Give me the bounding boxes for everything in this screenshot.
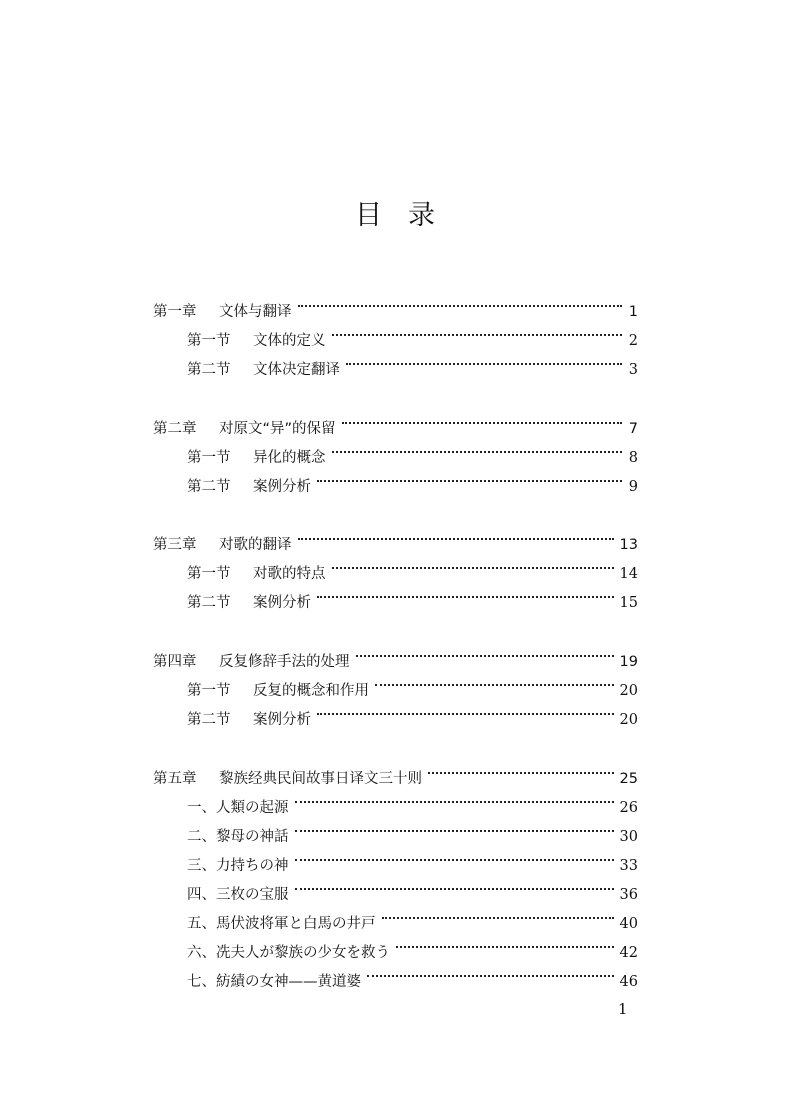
dot-leader	[317, 579, 614, 607]
page-number: 2	[628, 333, 638, 349]
section-title: 反复的概念和作用	[253, 683, 369, 699]
dot-leader	[295, 842, 614, 870]
page-number: 26	[619, 800, 638, 816]
toc-entry-story[interactable]	[187, 958, 638, 990]
page-number: 14	[619, 566, 638, 582]
section-title: 案例分析	[253, 479, 311, 495]
section-title: 案例分析	[253, 595, 311, 611]
dot-leader	[295, 871, 614, 899]
dot-leader	[342, 405, 622, 433]
page-number: 3	[628, 362, 638, 378]
page-number: 30	[619, 829, 638, 845]
section-number: 第二节	[187, 712, 231, 728]
section-number: 第二节	[187, 362, 231, 378]
toc-entry-section[interactable]	[187, 550, 638, 582]
page-number: 19	[619, 654, 638, 670]
story-title: 四、三枚の宝服	[187, 887, 289, 903]
page-number: 1	[628, 304, 638, 320]
dot-leader	[295, 784, 614, 812]
section-number: 第二节	[187, 479, 231, 495]
dot-leader	[356, 638, 614, 666]
story-title: 五、馬伏波将軍と白馬の井戸	[187, 916, 376, 932]
chapter-title: 黎族经典民间故事日译文三十则	[219, 771, 422, 787]
dot-leader	[346, 346, 622, 374]
toc-entry-section[interactable]	[187, 346, 638, 378]
story-title: 六、冼夫人が黎族の少女を救う	[187, 945, 390, 961]
toc-entry-chapter-3[interactable]	[153, 521, 638, 553]
page-number: 15	[619, 595, 638, 611]
dot-leader	[332, 550, 614, 578]
chapter-title: 对歌的翻译	[219, 537, 292, 553]
toc-entry-section[interactable]	[187, 317, 638, 349]
dot-leader	[382, 900, 614, 928]
dot-leader	[298, 521, 614, 549]
section-title: 文体的定义	[253, 333, 326, 349]
section-number: 第一节	[187, 450, 231, 466]
section-number: 第一节	[187, 333, 231, 349]
toc-entry-section[interactable]	[187, 667, 638, 699]
toc-entry-story[interactable]	[187, 871, 638, 903]
dot-leader	[428, 755, 614, 783]
page-number: 20	[619, 683, 638, 699]
story-title: 七、紡績の女神——黄道婆	[187, 974, 361, 990]
section-title: 案例分析	[253, 712, 311, 728]
chapter-number: 第一章	[153, 304, 197, 320]
chapter-number: 第二章	[153, 421, 197, 437]
dot-leader	[375, 667, 614, 695]
toc-entry-story[interactable]	[187, 900, 638, 932]
story-title: 二、黎母の神話	[187, 829, 289, 845]
page-number: 7	[628, 421, 638, 437]
page-number: 40	[619, 916, 638, 932]
page-number: 46	[619, 974, 638, 990]
dot-leader	[317, 696, 614, 724]
toc-entry-story[interactable]	[187, 929, 638, 961]
dot-leader	[298, 288, 623, 316]
toc-entry-story[interactable]	[187, 842, 638, 874]
page-number: 42	[619, 945, 638, 961]
dot-leader	[367, 958, 614, 986]
toc-entry-chapter-4[interactable]	[153, 638, 638, 670]
page-number: 20	[619, 712, 638, 728]
chapter-title: 文体与翻译	[219, 304, 292, 320]
toc-entry-chapter-2[interactable]	[153, 405, 638, 437]
story-title: 三、力持ちの神	[187, 858, 289, 874]
toc-entry-section[interactable]	[187, 579, 638, 611]
dot-leader	[295, 813, 614, 841]
toc-entry-story[interactable]	[187, 813, 638, 845]
toc-entry-chapter-1[interactable]	[153, 288, 638, 320]
toc-entry-chapter-5[interactable]	[153, 755, 638, 787]
toc-entry-section[interactable]	[187, 434, 638, 466]
section-number: 第一节	[187, 683, 231, 699]
section-title: 异化的概念	[253, 450, 326, 466]
dot-leader	[332, 434, 623, 462]
chapter-number: 第四章	[153, 654, 197, 670]
page-number: 9	[628, 479, 638, 495]
page-number: 25	[619, 771, 638, 787]
section-number: 第二节	[187, 595, 231, 611]
toc-entry-story[interactable]	[187, 784, 638, 816]
dot-leader	[332, 317, 623, 345]
chapter-title: 反复修辞手法的处理	[219, 654, 350, 670]
story-title: 一、人類の起源	[187, 800, 289, 816]
chapter-title: 对原文“异”的保留	[219, 421, 336, 437]
page-folio-number: 1	[618, 1000, 628, 1018]
toc-entry-section[interactable]	[187, 463, 638, 495]
dot-leader	[396, 929, 614, 957]
toc-entry-section[interactable]	[187, 696, 638, 728]
chapter-number: 第五章	[153, 771, 197, 787]
section-title: 对歌的特点	[253, 566, 326, 582]
page-title: 目录	[355, 200, 461, 231]
page-number: 8	[628, 450, 638, 466]
page-number: 36	[619, 887, 638, 903]
section-number: 第一节	[187, 566, 231, 582]
page-number: 13	[619, 537, 638, 553]
section-title: 文体决定翻译	[253, 362, 340, 378]
chapter-number: 第三章	[153, 537, 197, 553]
dot-leader	[317, 463, 622, 491]
page-number: 33	[619, 858, 638, 874]
